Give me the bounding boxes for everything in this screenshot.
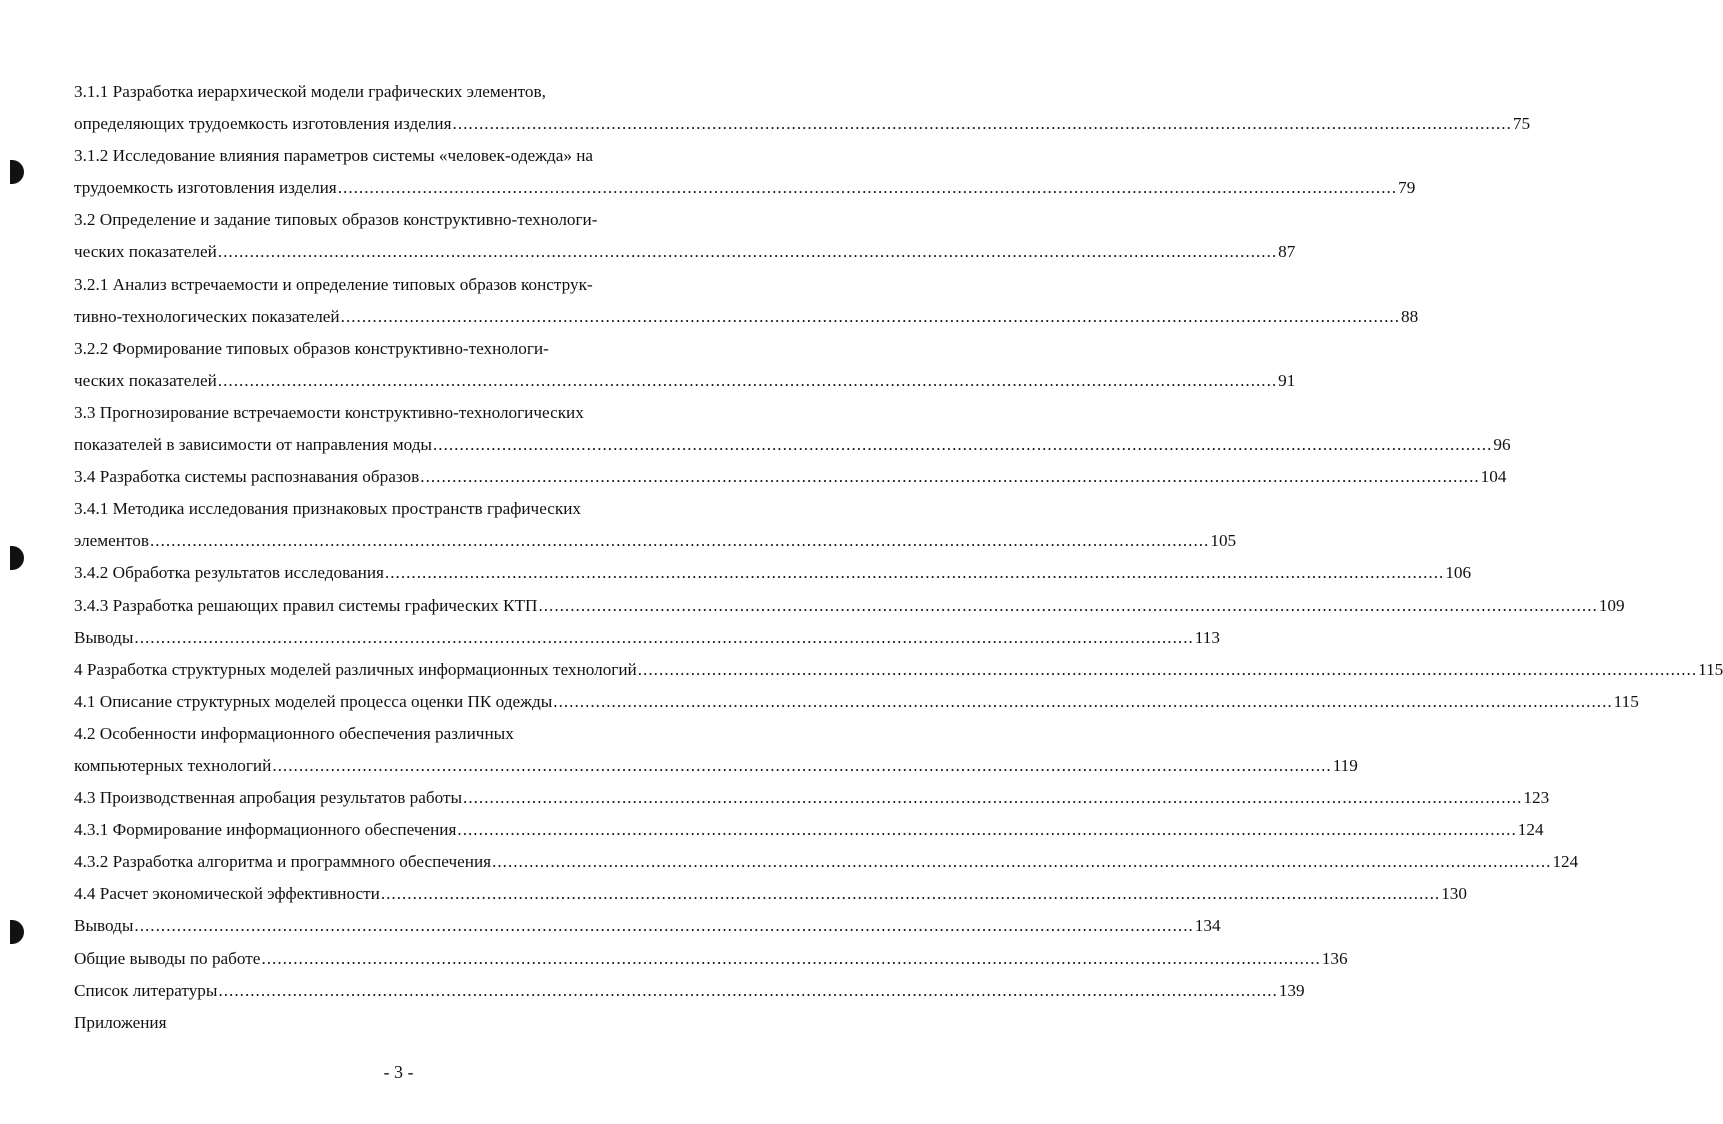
toc-page-number: 106 bbox=[1445, 563, 1472, 583]
toc-page-number: 115 bbox=[1613, 691, 1639, 711]
toc-entry-title: Выводы bbox=[74, 916, 134, 936]
toc-page-number: 139 bbox=[1278, 980, 1305, 1000]
toc-page-number: 130 bbox=[1441, 884, 1467, 904]
toc-entry-title: 3.4.2 Обработка результатов исследования bbox=[74, 563, 384, 583]
toc-dot-leader: ........................................................................................................................................................................................................ bbox=[272, 755, 1332, 775]
toc-dot-leader: ........................................................................................................................................................................................................ bbox=[380, 884, 1441, 904]
binding-hole-mark bbox=[10, 160, 24, 184]
toc-entry bbox=[74, 269, 750, 301]
toc-page-number: 124 bbox=[1552, 852, 1579, 872]
toc-entry bbox=[74, 750, 1358, 782]
toc-entry-title: 3.4.1 Методика исследования признаковых пространств графических bbox=[74, 499, 582, 519]
toc-entry bbox=[74, 76, 750, 108]
toc-entry bbox=[74, 910, 1221, 942]
toc-page-number: 79 bbox=[1398, 178, 1416, 198]
toc-entry bbox=[74, 814, 1544, 846]
toc-entry-title: Общие выводы по работе bbox=[74, 948, 261, 968]
toc-dot-leader: ........................................................................................................................................................................................................ bbox=[134, 627, 1194, 647]
toc-dot-leader: ........................................................................................................................................................................................................ bbox=[149, 531, 1210, 551]
toc-entry bbox=[74, 493, 750, 525]
toc-dot-leader: ........................................................................................................................................................................................................ bbox=[384, 563, 1445, 583]
toc-page-number: 104 bbox=[1480, 467, 1507, 487]
table-of-contents bbox=[74, 76, 1723, 1039]
toc-entry-title: ческих показателей bbox=[74, 242, 217, 262]
toc-page-number: 75 bbox=[1512, 114, 1531, 134]
toc-entry-title: определяющих трудоемкость изготовления изделия bbox=[74, 114, 452, 134]
toc-page-number: 124 bbox=[1517, 820, 1544, 840]
toc-entry-title: 3.2.2 Формирование типовых образов конструктивно-технологи- bbox=[74, 338, 549, 358]
toc-entry bbox=[74, 622, 1220, 654]
toc-entry bbox=[74, 878, 1467, 910]
toc-entry-title: 3.1.1 Разработка иерархической модели графических элементов, bbox=[74, 82, 546, 101]
toc-entry-title: Приложения bbox=[74, 1012, 167, 1032]
toc-entry bbox=[74, 172, 1416, 204]
toc-entry-title: показателей в зависимости от направления моды bbox=[74, 435, 432, 455]
toc-entry bbox=[74, 397, 750, 429]
toc-entry bbox=[74, 846, 1579, 878]
toc-entry-title: тивно-технологических показателей bbox=[74, 306, 340, 326]
toc-entry-title: Выводы bbox=[74, 627, 134, 647]
toc-entry bbox=[74, 140, 750, 172]
toc-entry bbox=[74, 943, 1348, 975]
binding-hole-mark bbox=[10, 546, 24, 570]
toc-entry bbox=[74, 333, 750, 365]
toc-page-number: 115 bbox=[1698, 659, 1723, 679]
toc-page-number: 123 bbox=[1523, 788, 1550, 808]
toc-entry-title: 4.4 Расчет экономической эффективности bbox=[74, 884, 380, 904]
toc-entry-title: 3.2.1 Анализ встречаемости и определение типовых образов конструк- bbox=[74, 274, 593, 294]
toc-entry bbox=[74, 204, 750, 236]
toc-entry bbox=[74, 429, 1511, 461]
toc-entry-title: 4.2 Особенности информационного обеспечения различных bbox=[74, 723, 514, 743]
toc-dot-leader: ........................................................................................................................................................................................................ bbox=[432, 435, 1493, 455]
toc-dot-leader: ........................................................................................................................................................................................................ bbox=[463, 788, 1523, 808]
toc-entry bbox=[74, 590, 1625, 622]
toc-entry bbox=[74, 108, 1531, 140]
toc-entry bbox=[74, 782, 1550, 814]
toc-dot-leader: ........................................................................................................................................................................................................ bbox=[538, 595, 1598, 615]
toc-entry-title: 3.4 Разработка системы распознавания образов bbox=[74, 467, 420, 487]
toc-page-number: 96 bbox=[1493, 435, 1511, 455]
toc-page-number: 134 bbox=[1194, 916, 1221, 936]
toc-dot-leader: ........................................................................................................................................................................................................ bbox=[134, 916, 1194, 936]
toc-page-number: 105 bbox=[1210, 531, 1237, 551]
toc-dot-leader: ........................................................................................................................................................................................................ bbox=[457, 820, 1517, 840]
toc-entry bbox=[74, 718, 750, 750]
toc-dot-leader: ........................................................................................................................................................................................................ bbox=[452, 114, 1512, 134]
toc-entry bbox=[74, 236, 1296, 268]
toc-dot-leader: ........................................................................................................................................................................................................ bbox=[218, 980, 1278, 1000]
toc-dot-leader: ........................................................................................................................................................................................................ bbox=[420, 467, 1480, 487]
toc-dot-leader: ........................................................................................................................................................................................................ bbox=[340, 306, 1401, 326]
toc-entry-title: элементов bbox=[74, 531, 149, 551]
toc-page-number: 136 bbox=[1321, 948, 1348, 968]
toc-entry-title: 4.1 Описание структурных моделей процесса оценки ПК одежды bbox=[74, 691, 553, 711]
toc-entry-title: 4.3.1 Формирование информационного обеспечения bbox=[74, 820, 457, 840]
toc-dot-leader: ........................................................................................................................................................................................................ bbox=[217, 242, 1278, 262]
toc-entry bbox=[74, 301, 1419, 333]
toc-dot-leader: ........................................................................................................................................................................................................ bbox=[492, 852, 1552, 872]
toc-entry bbox=[74, 975, 1305, 1007]
toc-entry-title: 4 Разработка структурных моделей различных информационных технологий bbox=[74, 659, 637, 679]
toc-entry-title: 3.1.2 Исследование влияния параметров системы «человек-одежда» на bbox=[74, 146, 594, 166]
toc-page-number: 119 bbox=[1332, 755, 1358, 775]
toc-dot-leader: ........................................................................................................................................................................................................ bbox=[637, 659, 1698, 679]
toc-entry-title: 3.2 Определение и задание типовых образов конструктивно-технологи- bbox=[74, 210, 598, 230]
toc-entry-title: 4.3.2 Разработка алгоритма и программного обеспечения bbox=[74, 852, 492, 872]
toc-entry bbox=[74, 557, 1472, 589]
toc-entry bbox=[74, 365, 1296, 397]
toc-dot-leader: ........................................................................................................................................................................................................ bbox=[261, 948, 1321, 968]
toc-entry-title: Список литературы bbox=[74, 980, 218, 1000]
toc-page-number: 109 bbox=[1598, 595, 1625, 615]
toc-entry bbox=[74, 1007, 750, 1039]
toc-dot-leader: ........................................................................................................................................................................................................ bbox=[553, 691, 1613, 711]
toc-entry bbox=[74, 461, 1507, 493]
toc-entry-title: 3.3 Прогнозирование встречаемости конструктивно-технологических bbox=[74, 402, 584, 422]
binding-hole-mark bbox=[10, 920, 24, 944]
toc-entry bbox=[74, 525, 1237, 557]
toc-entry-title: трудоемкость изготовления изделия bbox=[74, 178, 337, 198]
toc-page-number: 113 bbox=[1194, 627, 1220, 647]
toc-page-number: 87 bbox=[1278, 242, 1296, 262]
toc-dot-leader: ........................................................................................................................................................................................................ bbox=[217, 370, 1278, 390]
toc-entry-title: ческих показателей bbox=[74, 370, 217, 390]
toc-entry-title: компьютерных технологий bbox=[74, 755, 272, 775]
page-number: - 3 - bbox=[383, 1062, 414, 1082]
toc-page-number: 88 bbox=[1401, 306, 1419, 326]
toc-dot-leader: ........................................................................................................................................................................................................ bbox=[337, 178, 1398, 198]
toc-entry bbox=[74, 686, 1639, 718]
toc-entry-title: 3.4.3 Разработка решающих правил системы графических КТП bbox=[74, 595, 538, 615]
toc-page-number: 91 bbox=[1278, 370, 1296, 390]
toc-entry-title: 4.3 Производственная апробация результатов работы bbox=[74, 788, 463, 808]
toc-entry bbox=[74, 654, 1723, 686]
